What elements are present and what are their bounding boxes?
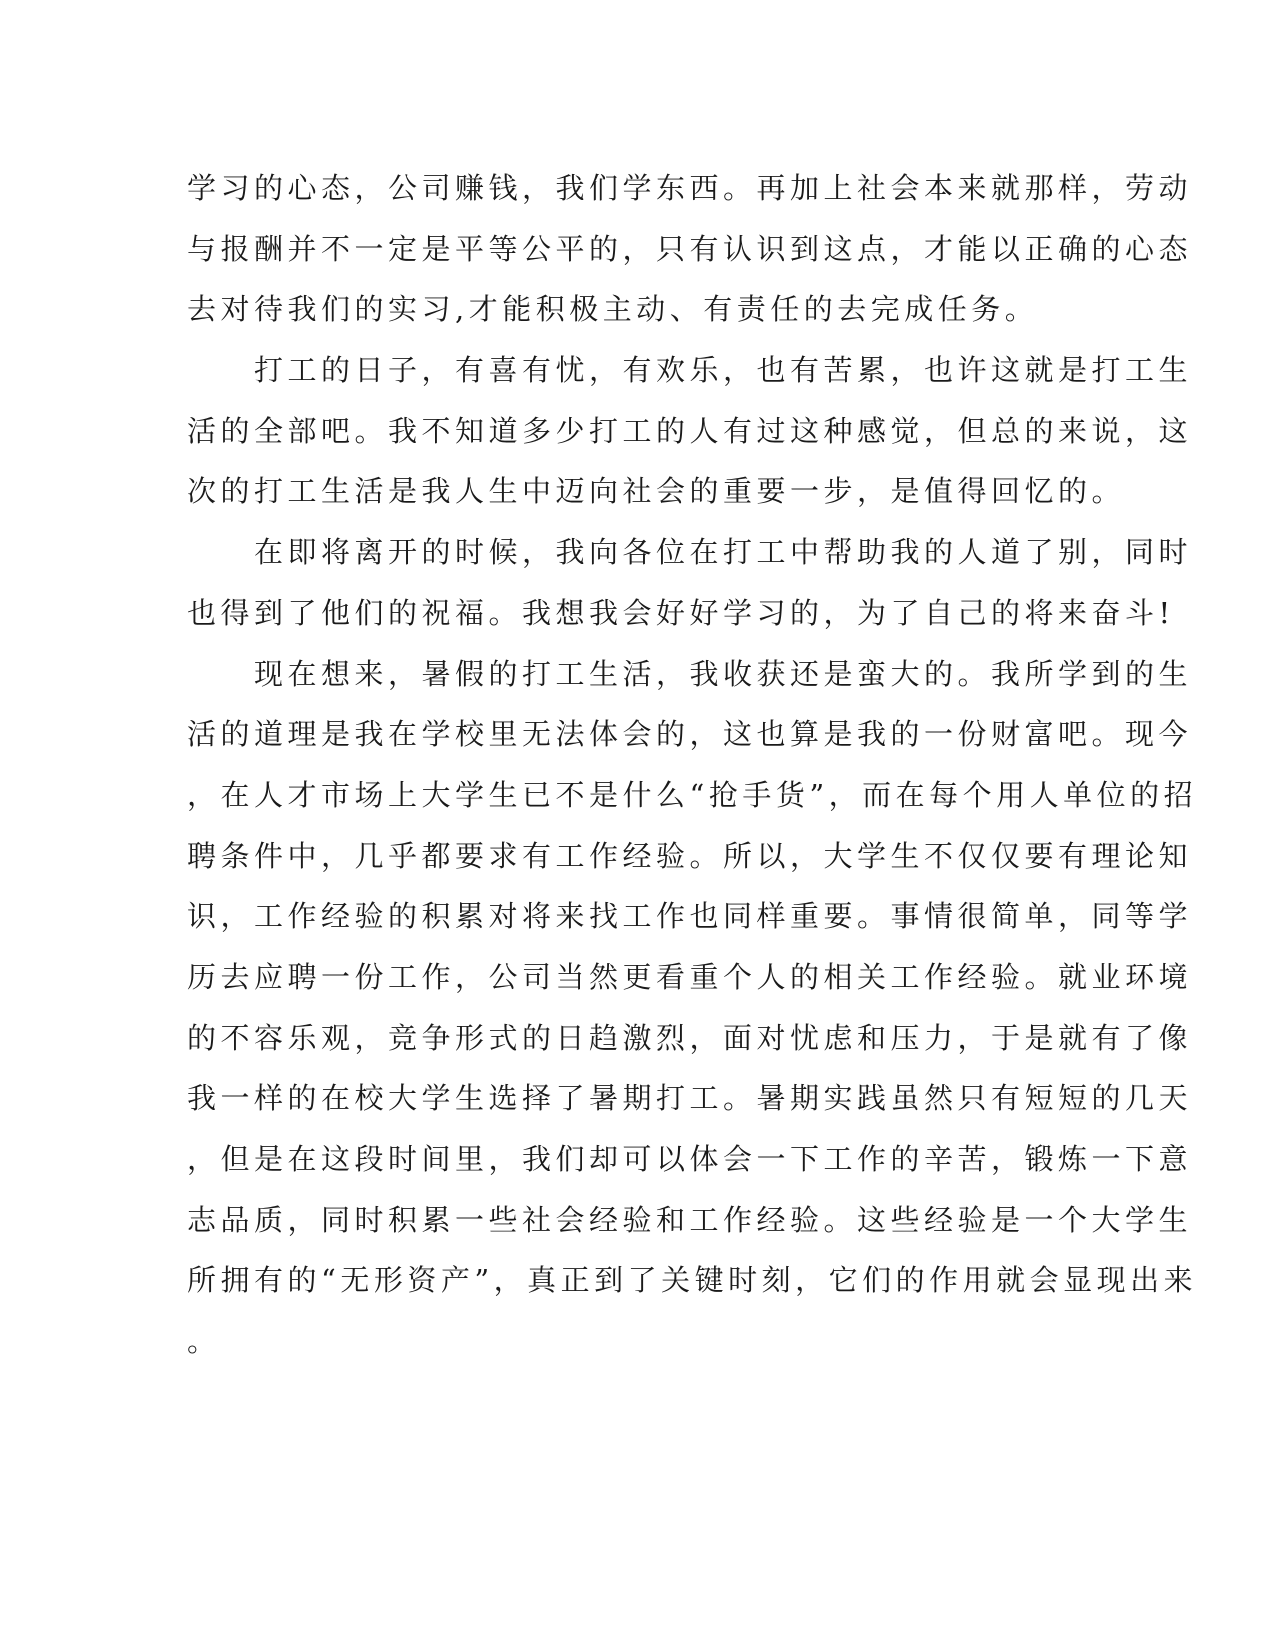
text-line: 学习的心态，公司赚钱，我们学东西。再加上社会本来就那样，劳动: [187, 171, 1193, 205]
text-line: 识，工作经验的积累对将来找工作也同样重要。事情很简单，同等学: [187, 899, 1193, 934]
text-line: 聘条件中，几乎都要求有工作经验。所以，大学生不仅仅要有理论知: [187, 838, 1193, 873]
text-line: 与报酬并不一定是平等公平的，只有认识到这点，才能以正确的心态: [187, 231, 1193, 266]
text-line: ，在人才市场上大学生已不是什么“抢手货”，而在每个用人单位的招: [187, 777, 1198, 812]
text-line: 活的全部吧。我不知道多少打工的人有过这种感觉，但总的来说，这: [187, 413, 1193, 448]
text-line: 我一样的在校大学生选择了暑期打工。暑期实践虽然只有短短的几天: [187, 1081, 1193, 1116]
text-line: 所拥有的“无形资产”，真正到了关键时刻，它们的作用就会显现出来: [187, 1263, 1198, 1298]
text-line: 在即将离开的时候，我向各位在打工中帮助我的人道了别，同时: [187, 535, 1193, 570]
text-line: 活的道理是我在学校里无法体会的，这也算是我的一份财富吧。现今: [187, 717, 1193, 752]
text-line: 志品质，同时积累一些社会经验和工作经验。这些经验是一个大学生: [187, 1202, 1193, 1237]
text-line: ，但是在这段时间里，我们却可以体会一下工作的辛苦，锻炼一下意: [187, 1142, 1193, 1176]
text-line: 也得到了他们的祝福。我想我会好好学习的，为了自己的将来奋斗!: [187, 595, 1175, 630]
text-line: 历去应聘一份工作，公司当然更看重个人的相关工作经验。就业环境: [187, 959, 1193, 994]
text-line: 的不容乐观，竞争形式的日趋激烈，面对忧虑和压力，于是就有了像: [187, 1020, 1193, 1055]
text-line: 。: [187, 1324, 221, 1359]
text-line: 去对待我们的实习,才能积极主动、有责任的去完成任务。: [187, 292, 1039, 327]
body-text: [187, 158, 1198, 1372]
text-line: 打工的日子，有喜有忧，有欢乐，也有苦累，也许这就是打工生: [187, 353, 1193, 388]
text-line: 次的打工生活是我人生中迈向社会的重要一步，是值得回忆的。: [187, 474, 1126, 509]
text-line: 现在想来，暑假的打工生活，我收获还是蛮大的。我所学到的生: [187, 656, 1193, 691]
